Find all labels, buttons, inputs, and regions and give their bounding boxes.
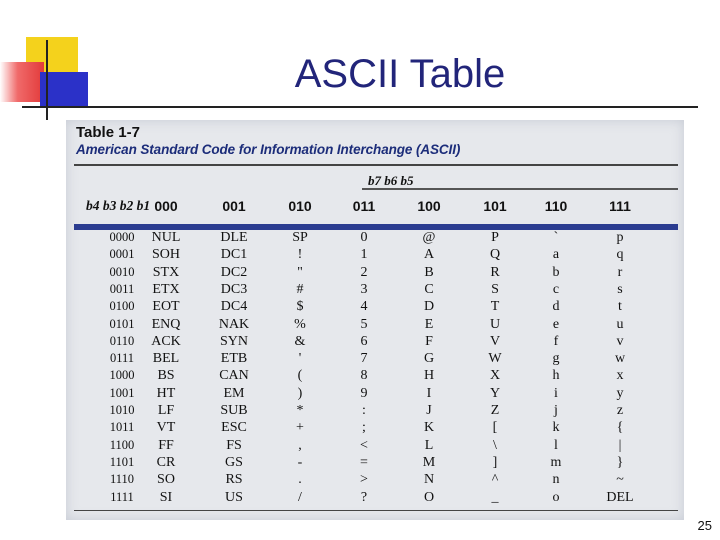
ascii-cell: EOT (152, 299, 180, 315)
column-header: 000 (154, 198, 178, 214)
ascii-cell: O (423, 489, 435, 505)
ascii-cell: l (554, 437, 558, 453)
ascii-cell: 0 (360, 230, 368, 245)
ascii-cell: u (616, 316, 624, 332)
ascii-cell: s (617, 281, 623, 297)
logo-red-square (0, 62, 44, 102)
row-code: 1101 (109, 454, 135, 469)
table-label: Table 1-7 (76, 124, 140, 141)
ascii-cell: ^ (491, 472, 499, 488)
ascii-cell: & (294, 333, 306, 349)
ascii-cell: ETB (220, 351, 248, 367)
row-code: 1010 (109, 403, 135, 417)
row-code: 1110 (109, 472, 135, 487)
ascii-cell: FF (158, 437, 174, 453)
ascii-cell: , (298, 437, 302, 453)
ascii-cell: ; (362, 420, 366, 436)
row-code: 0101 (109, 316, 135, 331)
page-number: 25 (697, 518, 712, 533)
ascii-cell: . (298, 472, 302, 488)
ascii-cell: 3 (360, 281, 368, 297)
ascii-cell: DC4 (220, 299, 248, 315)
ascii-cell: SP (292, 230, 308, 245)
ascii-cell: DC1 (220, 247, 248, 263)
ascii-cell: _ (491, 489, 499, 505)
ascii-cell: CR (156, 454, 176, 470)
ascii-cell: > (360, 472, 368, 488)
ascii-cell: STX (152, 264, 180, 280)
row-code: 0001 (109, 247, 135, 262)
ascii-cell: h (552, 368, 560, 384)
row-code: 1000 (109, 368, 135, 383)
ascii-cell: { (616, 420, 624, 436)
ascii-cell: EM (223, 385, 245, 401)
ascii-cell: \ (493, 437, 497, 453)
ascii-cell: " (297, 264, 303, 280)
table-bottom-rule (74, 510, 678, 512)
ascii-cell: P (491, 230, 499, 245)
ascii-cell: v (616, 333, 624, 349)
ascii-cell: a (552, 247, 560, 263)
row-code: 0011 (109, 281, 135, 296)
ascii-cell: o (552, 489, 560, 505)
ascii-cell: US (225, 489, 243, 505)
ascii-cell: m (550, 454, 562, 470)
caption-rule (74, 164, 678, 166)
ascii-cell: X (489, 368, 501, 384)
ascii-cell: SYN (219, 333, 248, 349)
ascii-cell: : (362, 403, 366, 418)
title-divider (22, 106, 698, 108)
ascii-cell: $ (296, 299, 304, 315)
ascii-cell: i (554, 385, 558, 401)
ascii-cell: S (491, 281, 499, 297)
column-header: 111 (609, 198, 631, 214)
ascii-cell: 4 (360, 299, 368, 315)
row-code: 0111 (109, 351, 135, 366)
ascii-cell: d (552, 299, 560, 315)
ascii-cell: b (552, 264, 560, 280)
column-header: 010 (288, 198, 312, 214)
row-code: 1100 (109, 437, 135, 452)
ascii-cell: f (553, 333, 559, 349)
ascii-cell: w (614, 351, 626, 367)
ascii-cell: g (552, 351, 560, 367)
column-header: 001 (222, 198, 246, 214)
ascii-cell: BEL (152, 351, 180, 367)
upper-bits-rule (362, 188, 678, 190)
ascii-cell: ) (297, 385, 303, 401)
upper-bits-label: b7 b6 b5 (368, 173, 414, 188)
ascii-cell: R (490, 264, 500, 280)
ascii-cell: j (554, 403, 558, 418)
ascii-cell: FS (226, 437, 242, 453)
ascii-cell: ? (360, 489, 368, 505)
column-header: 101 (483, 198, 507, 214)
ascii-cell: # (296, 281, 304, 297)
ascii-cell: y (616, 385, 624, 401)
ascii-cell: GS (225, 454, 243, 470)
ascii-cell: z (616, 403, 624, 418)
ascii-cell: * (296, 403, 304, 418)
ascii-cell: DEL (606, 489, 634, 505)
ascii-cell: ENQ (151, 316, 181, 332)
ascii-cell: V (489, 333, 501, 349)
ascii-cell: SUB (220, 403, 248, 418)
row-code: 1001 (109, 385, 135, 400)
ascii-cell: Y (489, 385, 501, 401)
ascii-cell: NAK (218, 316, 250, 332)
ascii-cell: ] (492, 454, 498, 470)
ascii-cell: C (424, 281, 434, 297)
ascii-cell: K (423, 420, 435, 436)
ascii-cell: SOH (151, 247, 180, 263)
ascii-cell: q (616, 247, 624, 263)
ascii-cell: 7 (360, 351, 368, 367)
ascii-cell: x (616, 368, 624, 384)
row-code: 1111 (110, 489, 134, 504)
ascii-cell: DC2 (220, 264, 248, 280)
ascii-cell: DLE (220, 230, 248, 245)
lower-bits-label: b4 b3 b2 b1 (85, 198, 151, 213)
ascii-cell: VT (156, 420, 176, 436)
ascii-cell: LF (157, 403, 175, 418)
ascii-cell: H (423, 368, 435, 384)
ascii-cell: M (422, 454, 436, 470)
ascii-cell: ACK (151, 333, 181, 349)
ascii-cell: N (423, 472, 435, 488)
ascii-cell: + (296, 420, 304, 436)
row-code: 0010 (109, 264, 135, 279)
ascii-cell: DC3 (220, 281, 248, 297)
ascii-cell: J (426, 403, 432, 418)
ascii-cell: T (490, 299, 500, 315)
ascii-cell: c (552, 281, 560, 297)
ascii-cell: e (552, 316, 560, 332)
ascii-cell: / (298, 489, 302, 505)
ascii-cell: SO (157, 472, 175, 488)
ascii-cell: k (552, 420, 560, 436)
slide-title: ASCII Table (294, 52, 506, 96)
ascii-cell: 2 (360, 264, 368, 280)
ascii-cell: r (617, 264, 623, 280)
ascii-cell: D (423, 299, 435, 315)
ascii-cell: 6 (360, 333, 368, 349)
ascii-cell: % (294, 316, 306, 332)
ascii-cell: ETX (152, 281, 180, 297)
ascii-cell: = (360, 454, 368, 470)
ascii-cell: ' (298, 351, 302, 367)
ascii-cell: BS (157, 368, 175, 384)
ascii-cell: @ (422, 230, 436, 245)
ascii-cell: G (423, 351, 435, 367)
ascii-cell: < (360, 437, 368, 453)
ascii-cell: B (424, 264, 434, 280)
ascii-cell: E (424, 316, 434, 332)
ascii-cell: L (424, 437, 434, 453)
ascii-cell: Z (490, 403, 500, 418)
ascii-cell: 5 (360, 316, 368, 332)
row-code: 0110 (109, 333, 135, 348)
ascii-cell: 1 (360, 247, 368, 263)
ascii-cell: } (616, 454, 624, 470)
ascii-cell: ` (553, 230, 559, 245)
ascii-cell: p (616, 230, 624, 245)
column-header: 100 (417, 198, 441, 214)
column-header: 110 (544, 198, 568, 214)
ascii-cell: W (488, 351, 502, 367)
ascii-cell: | (618, 437, 622, 453)
column-header: 011 (352, 198, 376, 214)
ascii-table-scan (66, 120, 684, 520)
ascii-cell: n (552, 472, 560, 488)
row-code: 0100 (109, 299, 135, 314)
ascii-cell: ESC (221, 420, 247, 436)
row-code: 0000 (109, 230, 135, 244)
row-code: 1011 (109, 420, 135, 435)
ascii-cell: 9 (360, 385, 368, 401)
ascii-cell: ( (297, 368, 303, 384)
ascii-cell: HT (156, 385, 176, 401)
ascii-cell: t (618, 299, 622, 315)
ascii-cell: NUL (151, 230, 181, 245)
ascii-cell: ~ (616, 472, 624, 488)
ascii-cell: CAN (219, 368, 249, 384)
ascii-cell: F (425, 333, 433, 349)
ascii-cell: U (489, 316, 501, 332)
ascii-cell: - (297, 454, 303, 470)
ascii-cell: RS (225, 472, 243, 488)
ascii-cell: [ (492, 420, 498, 436)
ascii-cell: A (423, 247, 435, 263)
ascii-cell: SI (159, 489, 173, 505)
table-caption: American Standard Code for Information Interchange (ASCII) (76, 142, 461, 157)
logo-vertical-line (46, 40, 48, 120)
ascii-cell: 8 (360, 368, 368, 384)
ascii-cell: Q (489, 247, 501, 263)
ascii-cell: ! (297, 247, 303, 263)
ascii-cell: I (426, 385, 432, 401)
